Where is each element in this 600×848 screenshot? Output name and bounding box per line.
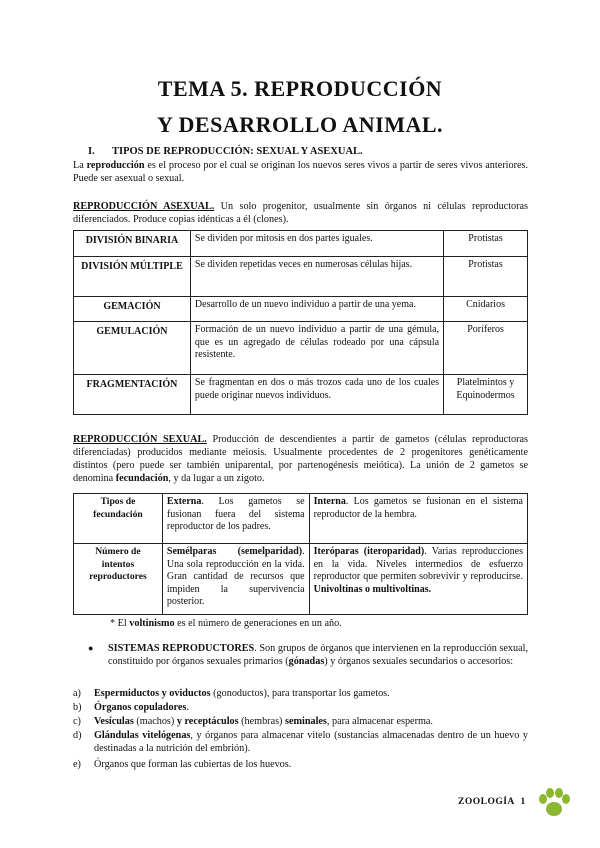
paw-pad [546,802,562,816]
paw-print-icon [536,787,572,819]
list-item [73,701,528,714]
list-label: c) [73,716,81,727]
paw-toe [546,788,554,798]
interna-cell [309,494,527,544]
asexual-example: Protistas [444,257,528,297]
externa-bold: Externa [166,496,202,507]
paw-toe [555,788,563,798]
list-text: , para almacenar esperma. [326,716,433,727]
asexual-type: DIVISIÓN MÚLTIPLE [74,257,191,297]
asexual-example: Platelmintos y Equinodermos [444,375,528,415]
sexual-label: REPRODUCCIÓN SEXUAL. [73,434,207,445]
list-label: b) [73,702,82,713]
iteroparas-text: . Varias reproducciones en la vida. Niveles intermedios de esfuerzo reproductor que permiten sobrevivir y reproducirse. [313,546,523,582]
bullet-icon: ● [88,643,94,653]
fecundacion-header: Tipos de fecundación [74,494,163,544]
list-text: (hembras) [238,716,286,727]
table-row [74,257,528,297]
sexual-paragraph [73,433,528,485]
list-label: e) [73,759,81,770]
note-text-a: * El [110,618,130,629]
table-row [74,297,528,322]
interna-text: . Los gametos se fusionan en el sistema reproductor de la hembra. [313,496,523,520]
asexual-label: REPRODUCCIÓN ASEXUAL. [73,201,215,212]
list-item [73,758,528,771]
note-bold: voltinismo [129,618,175,629]
sistemas-title: SISTEMAS REPRODUCTORES [108,643,255,654]
section-title: TIPOS DE REPRODUCCIÓN: SEXUAL Y ASEXUAL. [112,146,363,157]
asexual-desc: Se dividen repetidas veces en numerosas células hijas. [190,257,443,297]
asexual-table [73,230,528,415]
intro-text-b: es el proceso por el cual se originan los nuevos seres vivos a partir de seres vivos anteriores. Puede ser asexual o sexual. [73,160,528,184]
footer [458,797,526,807]
list-text: . [186,702,189,713]
semelparas-text: . Una sola reproducción en la vida. Gran cantidad de recursos que impiden la supervivencia posterior. [166,546,305,607]
list-bold: Vesículas [94,716,134,727]
list-bold: Espermiductos y oviductos [94,688,211,699]
section-number: I. [88,146,95,157]
table-row [74,494,528,544]
voltinas-bold: Univoltinas o multivoltinas. [313,583,432,595]
table-row [74,544,528,615]
intro-text-a: La [73,160,87,171]
sistemas-paragraph [108,642,528,668]
iteroparas-bold: Iteróparas (iteroparidad) [313,546,425,557]
sexual-table [73,493,528,615]
sistemas-bold: gónadas [288,656,325,667]
paw-toe [539,794,547,804]
sexual-text-a: Producción de descendientes a partir de gametos (células reproductoras diferenciadas) producidos mediante meiosis. Usualmente procedentes de 2 progenitores genéticamente distintos (pero puede ser también uniparental, por partenogénesis meiótica). La unión de 2 gametos se denomina [73,434,528,484]
iteroparas-cell [309,544,527,615]
list-label: a) [73,688,81,699]
paw-toe [562,794,570,804]
sexual-bold: fecundación [115,473,169,484]
externa-text: . Los gametos se fusionan fuera del sistema reproductor de los padres. [166,496,305,532]
asexual-type: GEMACIÓN [74,297,191,322]
list-text: (gonoductos), para transportar los gametos. [210,688,390,699]
table-row [74,375,528,415]
list-item [73,687,528,700]
intentos-header: Número de intentos reproductores [74,544,163,615]
table-row [74,322,528,375]
intro-bold: reproducción [86,160,145,171]
asexual-desc: Se dividen por mitosis en dos partes iguales. [190,231,443,257]
footer-subject: ZOOLOGÍA [458,797,515,807]
list-label: d) [73,730,82,741]
list-text: , y órganos para almacenar vitelo (sustancias almacenadas dentro de un huevo y destinadas a la nutrición del embrión). [94,730,528,754]
section-heading [88,146,363,157]
list-bold: Glándulas vitelógenas [94,730,191,741]
page-title-line2: Y DESARROLLO ANIMAL. [156,112,444,137]
asexual-example: Protistas [444,231,528,257]
asexual-paragraph [73,200,528,226]
list-bold: seminales [285,716,327,727]
asexual-type: GEMULACIÓN [74,322,191,375]
list-item [73,729,528,755]
semelparas-cell [162,544,309,615]
intro-paragraph [73,159,528,185]
asexual-example: Poríferos [444,322,528,375]
sexual-text-b: , y da lugar a un zigoto. [168,473,265,484]
asexual-text: Un solo progenitor, usualmente sin órganos ni células reproductoras diferenciados. Produce copias idénticas a él (clones). [73,201,529,225]
asexual-desc: Desarrollo de un nuevo individuo a partir de una yema. [190,297,443,322]
sistemas-text-b: ) y órganos sexuales secundarios o accesorios: [324,656,514,667]
asexual-example: Cnidarios [444,297,528,322]
list-text: (machos) [133,716,177,727]
list-bold: y receptáculos [176,716,239,727]
page-number: 1 [520,797,526,807]
table-row [74,231,528,257]
sistemas-text-a: . Son grupos de órganos que intervienen en la reproducción sexual, constituido por órganos sexuales primarios ( [108,643,528,667]
externa-cell [162,494,309,544]
asexual-type: DIVISIÓN BINARIA [74,231,191,257]
voltinismo-note [110,617,510,630]
list-bold: Órganos copuladores [94,702,187,713]
page-title-line1: TEMA 5. REPRODUCCIÓN [157,76,443,101]
semelparas-bold: Semélparas (semelparidad) [166,546,303,557]
asexual-desc: Formación de un nuevo individuo a partir de una gémula, que es un agregado de células rodeado por una cápsula resistente. [190,322,443,375]
interna-bold: Interna [313,496,346,507]
asexual-desc: Se fragmentan en dos o más trozos cada uno de los cuales puede originar nuevos individuos. [190,375,443,415]
list-item [73,715,528,728]
note-text-b: es el número de generaciones en un año. [174,618,342,629]
asexual-type: FRAGMENTACIÓN [74,375,191,415]
list-text: Órganos que forman las cubiertas de los huevos. [94,759,292,770]
